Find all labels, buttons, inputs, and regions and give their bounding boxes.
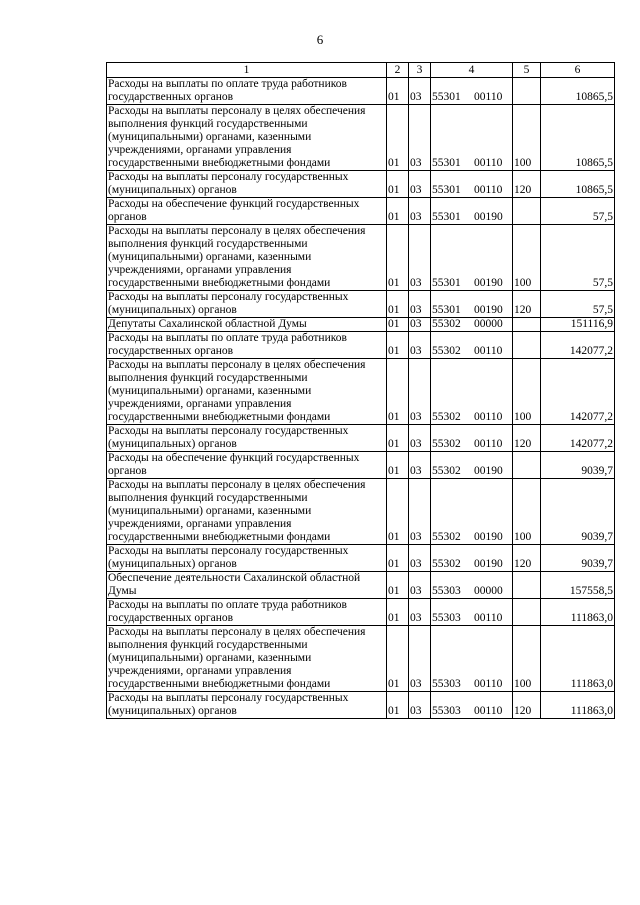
row-target-code bbox=[431, 318, 513, 332]
table-header bbox=[107, 63, 615, 78]
row-expense-type: 120 bbox=[513, 545, 541, 572]
row-target-code-a: 55302 bbox=[432, 558, 461, 570]
row-amount: 111863,0 bbox=[541, 599, 615, 626]
row-subsection: 03 bbox=[409, 626, 431, 692]
row-expense-type: 120 bbox=[513, 291, 541, 318]
row-target-code-b: 00190 bbox=[474, 211, 503, 223]
row-name: Расходы на выплаты персоналу в целях обеспечения выполнения функций государственными (муниципальными) органами, казенными учреждениями, органами управления государственными внебюджетными фондами bbox=[107, 479, 387, 545]
row-subsection: 03 bbox=[409, 332, 431, 359]
row-name: Расходы на выплаты персоналу в целях обеспечения выполнения функций государственными (муниципальными) органами, казенными учреждениями, органами управления государственными внебюджетными фондами bbox=[107, 225, 387, 291]
row-expense-type: 120 bbox=[513, 692, 541, 719]
row-name: Расходы на обеспечение функций государственных органов bbox=[107, 452, 387, 479]
row-target-code bbox=[431, 225, 513, 291]
row-target-code-b: 00110 bbox=[474, 345, 503, 357]
row-subsection: 03 bbox=[409, 479, 431, 545]
row-target-code-a: 55302 bbox=[432, 318, 461, 330]
row-target-code-a: 55301 bbox=[432, 211, 461, 223]
row-name: Расходы на обеспечение функций государственных органов bbox=[107, 198, 387, 225]
row-amount: 142077,2 bbox=[541, 425, 615, 452]
row-subsection: 03 bbox=[409, 425, 431, 452]
row-target-code bbox=[431, 291, 513, 318]
row-target-code-b: 00190 bbox=[474, 558, 503, 570]
row-target-code-a: 55302 bbox=[432, 411, 461, 423]
header-col-1: 1 bbox=[107, 63, 387, 78]
table-row bbox=[107, 318, 615, 332]
header-col-2: 2 bbox=[387, 63, 409, 78]
row-section: 01 bbox=[387, 626, 409, 692]
row-name: Расходы на выплаты по оплате труда работников государственных органов bbox=[107, 78, 387, 105]
row-target-code-b: 00190 bbox=[474, 531, 503, 543]
row-expense-type: 100 bbox=[513, 479, 541, 545]
row-target-code-b: 00110 bbox=[474, 184, 503, 196]
row-target-code bbox=[431, 198, 513, 225]
row-target-code bbox=[431, 78, 513, 105]
row-section: 01 bbox=[387, 78, 409, 105]
table-row bbox=[107, 198, 615, 225]
row-expense-type: 100 bbox=[513, 359, 541, 425]
row-subsection: 03 bbox=[409, 452, 431, 479]
row-section: 01 bbox=[387, 425, 409, 452]
row-target-code bbox=[431, 105, 513, 171]
row-section: 01 bbox=[387, 291, 409, 318]
row-name: Расходы на выплаты персоналу государственных (муниципальных) органов bbox=[107, 291, 387, 318]
row-target-code-a: 55303 bbox=[432, 612, 461, 624]
row-target-code-b: 00190 bbox=[474, 465, 503, 477]
row-target-code-a: 55301 bbox=[432, 184, 461, 196]
row-amount: 9039,7 bbox=[541, 479, 615, 545]
row-target-code bbox=[431, 425, 513, 452]
row-section: 01 bbox=[387, 545, 409, 572]
row-expense-type bbox=[513, 599, 541, 626]
row-subsection: 03 bbox=[409, 78, 431, 105]
row-amount: 111863,0 bbox=[541, 626, 615, 692]
table-row bbox=[107, 291, 615, 318]
row-target-code-b: 00110 bbox=[474, 612, 503, 624]
row-target-code-b: 00110 bbox=[474, 91, 503, 103]
row-amount: 142077,2 bbox=[541, 332, 615, 359]
header-col-4: 4 bbox=[431, 63, 513, 78]
row-target-code bbox=[431, 692, 513, 719]
row-target-code-a: 55302 bbox=[432, 465, 461, 477]
row-subsection: 03 bbox=[409, 171, 431, 198]
row-name: Расходы на выплаты по оплате труда работников государственных органов bbox=[107, 599, 387, 626]
row-target-code bbox=[431, 545, 513, 572]
row-amount: 9039,7 bbox=[541, 452, 615, 479]
row-expense-type bbox=[513, 198, 541, 225]
row-amount: 57,5 bbox=[541, 291, 615, 318]
row-target-code-a: 55301 bbox=[432, 157, 461, 169]
row-target-code bbox=[431, 452, 513, 479]
row-subsection: 03 bbox=[409, 572, 431, 599]
row-section: 01 bbox=[387, 692, 409, 719]
row-section: 01 bbox=[387, 479, 409, 545]
row-amount: 9039,7 bbox=[541, 545, 615, 572]
table-row bbox=[107, 171, 615, 198]
row-expense-type bbox=[513, 332, 541, 359]
budget-table bbox=[106, 62, 615, 719]
row-section: 01 bbox=[387, 171, 409, 198]
row-target-code-b: 00110 bbox=[474, 411, 503, 423]
header-col-6: 6 bbox=[541, 63, 615, 78]
row-subsection: 03 bbox=[409, 291, 431, 318]
row-target-code-b: 00190 bbox=[474, 277, 503, 289]
row-subsection: 03 bbox=[409, 545, 431, 572]
row-section: 01 bbox=[387, 599, 409, 626]
row-target-code-a: 55302 bbox=[432, 345, 461, 357]
row-target-code-b: 00110 bbox=[474, 438, 503, 450]
row-name: Расходы на выплаты персоналу государственных (муниципальных) органов bbox=[107, 425, 387, 452]
table-row bbox=[107, 572, 615, 599]
row-amount: 10865,5 bbox=[541, 171, 615, 198]
row-section: 01 bbox=[387, 105, 409, 171]
row-section: 01 bbox=[387, 318, 409, 332]
row-target-code-a: 55303 bbox=[432, 585, 461, 597]
row-amount: 157558,5 bbox=[541, 572, 615, 599]
table-row bbox=[107, 225, 615, 291]
row-target-code bbox=[431, 359, 513, 425]
row-section: 01 bbox=[387, 225, 409, 291]
row-subsection: 03 bbox=[409, 198, 431, 225]
row-target-code-b: 00190 bbox=[474, 304, 503, 316]
row-target-code-a: 55301 bbox=[432, 277, 461, 289]
row-target-code-a: 55302 bbox=[432, 438, 461, 450]
row-subsection: 03 bbox=[409, 599, 431, 626]
row-expense-type: 120 bbox=[513, 425, 541, 452]
row-target-code-a: 55301 bbox=[432, 304, 461, 316]
table-row bbox=[107, 359, 615, 425]
row-target-code-b: 00110 bbox=[474, 157, 503, 169]
row-target-code-b: 00000 bbox=[474, 318, 503, 330]
row-name: Расходы на выплаты персоналу в целях обеспечения выполнения функций государственными (муниципальными) органами, казенными учреждениями, органами управления государственными внебюджетными фондами bbox=[107, 359, 387, 425]
row-section: 01 bbox=[387, 198, 409, 225]
row-target-code-a: 55303 bbox=[432, 678, 461, 690]
row-target-code bbox=[431, 479, 513, 545]
row-section: 01 bbox=[387, 572, 409, 599]
table-row bbox=[107, 545, 615, 572]
row-subsection: 03 bbox=[409, 225, 431, 291]
row-target-code bbox=[431, 171, 513, 198]
row-target-code-b: 00000 bbox=[474, 585, 503, 597]
header-col-5: 5 bbox=[513, 63, 541, 78]
row-subsection: 03 bbox=[409, 318, 431, 332]
row-target-code bbox=[431, 332, 513, 359]
row-subsection: 03 bbox=[409, 105, 431, 171]
row-name: Расходы на выплаты персоналу в целях обеспечения выполнения функций государственными (муниципальными) органами, казенными учреждениями, органами управления государственными внебюджетными фондами bbox=[107, 626, 387, 692]
row-expense-type bbox=[513, 318, 541, 332]
row-name: Расходы на выплаты персоналу в целях обеспечения выполнения функций государственными (муниципальными) органами, казенными учреждениями, органами управления государственными внебюджетными фондами bbox=[107, 105, 387, 171]
row-amount: 151116,9 bbox=[541, 318, 615, 332]
row-subsection: 03 bbox=[409, 359, 431, 425]
row-target-code bbox=[431, 572, 513, 599]
row-expense-type bbox=[513, 452, 541, 479]
row-subsection: 03 bbox=[409, 692, 431, 719]
row-amount: 10865,5 bbox=[541, 78, 615, 105]
row-target-code-b: 00110 bbox=[474, 705, 503, 717]
table-row bbox=[107, 692, 615, 719]
row-amount: 10865,5 bbox=[541, 105, 615, 171]
header-col-3: 3 bbox=[409, 63, 431, 78]
table-row bbox=[107, 479, 615, 545]
row-expense-type bbox=[513, 78, 541, 105]
row-amount: 142077,2 bbox=[541, 359, 615, 425]
row-target-code-a: 55303 bbox=[432, 705, 461, 717]
row-name: Расходы на выплаты персоналу государственных (муниципальных) органов bbox=[107, 545, 387, 572]
row-target-code bbox=[431, 626, 513, 692]
row-expense-type: 100 bbox=[513, 626, 541, 692]
table-row bbox=[107, 599, 615, 626]
table-row bbox=[107, 626, 615, 692]
row-section: 01 bbox=[387, 359, 409, 425]
row-amount: 57,5 bbox=[541, 225, 615, 291]
table-row bbox=[107, 332, 615, 359]
row-target-code-b: 00110 bbox=[474, 678, 503, 690]
row-target-code-a: 55302 bbox=[432, 531, 461, 543]
row-expense-type: 100 bbox=[513, 105, 541, 171]
row-name: Обеспечение деятельности Сахалинской областной Думы bbox=[107, 572, 387, 599]
row-expense-type: 100 bbox=[513, 225, 541, 291]
row-section: 01 bbox=[387, 332, 409, 359]
row-amount: 57,5 bbox=[541, 198, 615, 225]
row-name: Расходы на выплаты персоналу государственных (муниципальных) органов bbox=[107, 692, 387, 719]
row-expense-type bbox=[513, 572, 541, 599]
table-row bbox=[107, 105, 615, 171]
page-number: 6 bbox=[316, 32, 324, 47]
row-name: Расходы на выплаты персоналу государственных (муниципальных) органов bbox=[107, 171, 387, 198]
row-name: Депутаты Сахалинской областной Думы bbox=[107, 318, 387, 332]
table-row bbox=[107, 425, 615, 452]
row-expense-type: 120 bbox=[513, 171, 541, 198]
table-row bbox=[107, 452, 615, 479]
row-name: Расходы на выплаты по оплате труда работников государственных органов bbox=[107, 332, 387, 359]
row-target-code-a: 55301 bbox=[432, 91, 461, 103]
table-row bbox=[107, 78, 615, 105]
row-section: 01 bbox=[387, 452, 409, 479]
row-target-code bbox=[431, 599, 513, 626]
row-amount: 111863,0 bbox=[541, 692, 615, 719]
